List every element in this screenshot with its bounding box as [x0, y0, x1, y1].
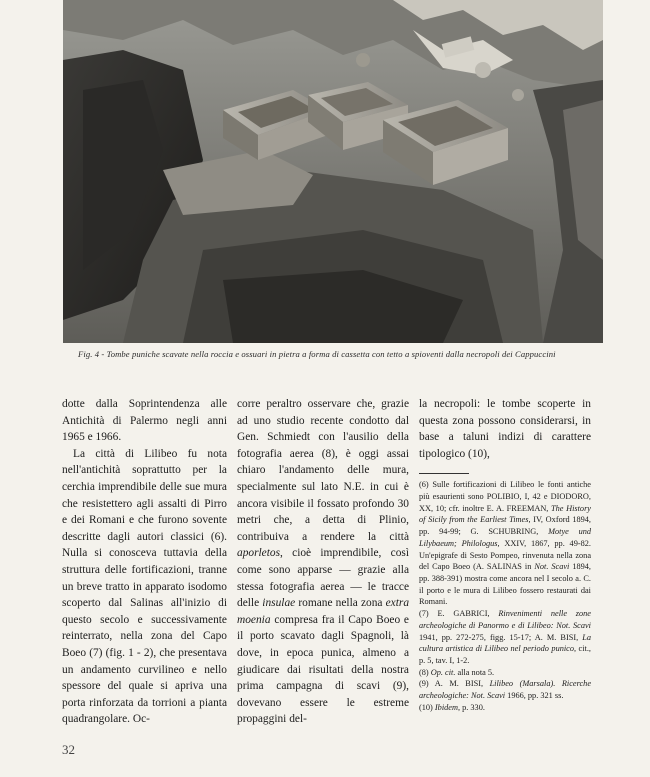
italic-term: insulae [262, 597, 296, 610]
text-run: compresa fra il Capo Boeo e il porto scavato dagli Spagnoli, là dove, in epoca punica, almeno a giudicare dai risultati della nostra prima campagna di scavi (9), dovevano essere le estreme propaggini del- [237, 613, 409, 726]
paragraph: la necropoli: le tombe scoperte in questa zona possono considerarsi, in base a taluni indizi di carattere tipologico (10), [419, 398, 591, 460]
text-column-2 [237, 396, 409, 728]
text-column-3 [419, 396, 591, 713]
footnote-divider [419, 473, 469, 474]
figure-caption [78, 348, 598, 361]
paragraph: La città di Lilibeo fu nota nell'antichità soprattutto per la cerchia imprendibile delle sue mura che resistettero agli assalti di Pirro e dei Romani e che furono sovente descritte dagli autori classici (6). Nulla si conosceva tuttavia della struttura delle fortificazioni, tranne un breve tratto in apparato isodomo scoperto dal Salinas all'inizio di questo secolo e successivamente reinterrato, nella zona del Capo Boeo (7) (fig. 1 - 2), che presentava un andamento curvilineo e nello spessore del quale si apriva una porta rinforzata da torrioni a pianta quadrangolare. Oc- [62, 447, 227, 726]
paragraph [237, 396, 409, 728]
footnote-9: (9) A. M. BISI, Lilibeo (Marsala). Ricerche archeologiche: Not. Scavi 1966, pp. 321 ss. [419, 679, 591, 701]
footnotes [419, 479, 591, 713]
text-run: romane nella zona [295, 597, 386, 610]
page-number: 32 [62, 742, 75, 757]
italic-term: aporletos [237, 547, 281, 560]
text-column-1 [62, 396, 227, 728]
text-run: corre peraltro osservare che, grazie ad uno studio recente condotto dal Gen. Schmiedt con l'ausilio della fotografia aerea (8), è oggi assai chiaro l'andamento delle mura, specialmente sul lato N.E. in cui è ancora visibile il fossato profondo 30 metri che, a detta di Plinio, contribuiva a rendere la città [237, 398, 409, 543]
italic-term: extra moenia [237, 597, 410, 626]
footnote-7: (7) E. GABRICI, Rinvenimenti nelle zone archeologiche di Panormo e di Lilibeo: Not. Scavi 1941, pp. 272-275, figg. 15-17; A. M. BISI, La cultura artistica di Lilibeo nel periodo punico, cit., p. 5, tav. I, 1-2. [419, 609, 591, 665]
figure-photo [63, 0, 603, 343]
caption-text: - Tombe puniche scavate nella roccia e ossuari in pietra a forma di cassetta con tetto a spioventi dalla necropoli dei Cappuccini [99, 349, 556, 359]
footnote-6: (6) Sulle fortificazioni di Lilibeo le fonti antiche più esaurienti sono POLIBIO, I, 42 e DIODORO, XX, 10; cfr. inoltre E. A. FREEMAN, The History of Sicily from the Earliest Times, IV, Oxford 1894, pp. 94-99; G. SCHUBRING, Motye und Lilybaeum; Philologus, XXIV, 1867, pp. 49-82. Un'epigrafe di Sesto Pompeo, rinvenuta nella zona del Capo Boeo (A. SALINAS in Not. Scavi 1894, pp. 388-391) mostra come ancora nel I secolo a. C. il porto e le mura di Lilibeo fossero restaurati dai Romani. [419, 480, 592, 607]
paragraph: dotte dalla Soprintendenza alle Antichità di Palermo negli anni 1965 e 1966. [62, 398, 227, 444]
text-run: , cioè imprendibile, così come sono apparse — grazie alla stessa fotografia aerea — le tracce delle [237, 547, 409, 610]
footnote-10: (10) Ibidem, p. 330. [419, 702, 485, 712]
excavation-photo [63, 0, 603, 343]
caption-label: Fig. 4 [78, 349, 100, 359]
footnote-8: (8) Op. cit. alla nota 5. [419, 667, 495, 677]
